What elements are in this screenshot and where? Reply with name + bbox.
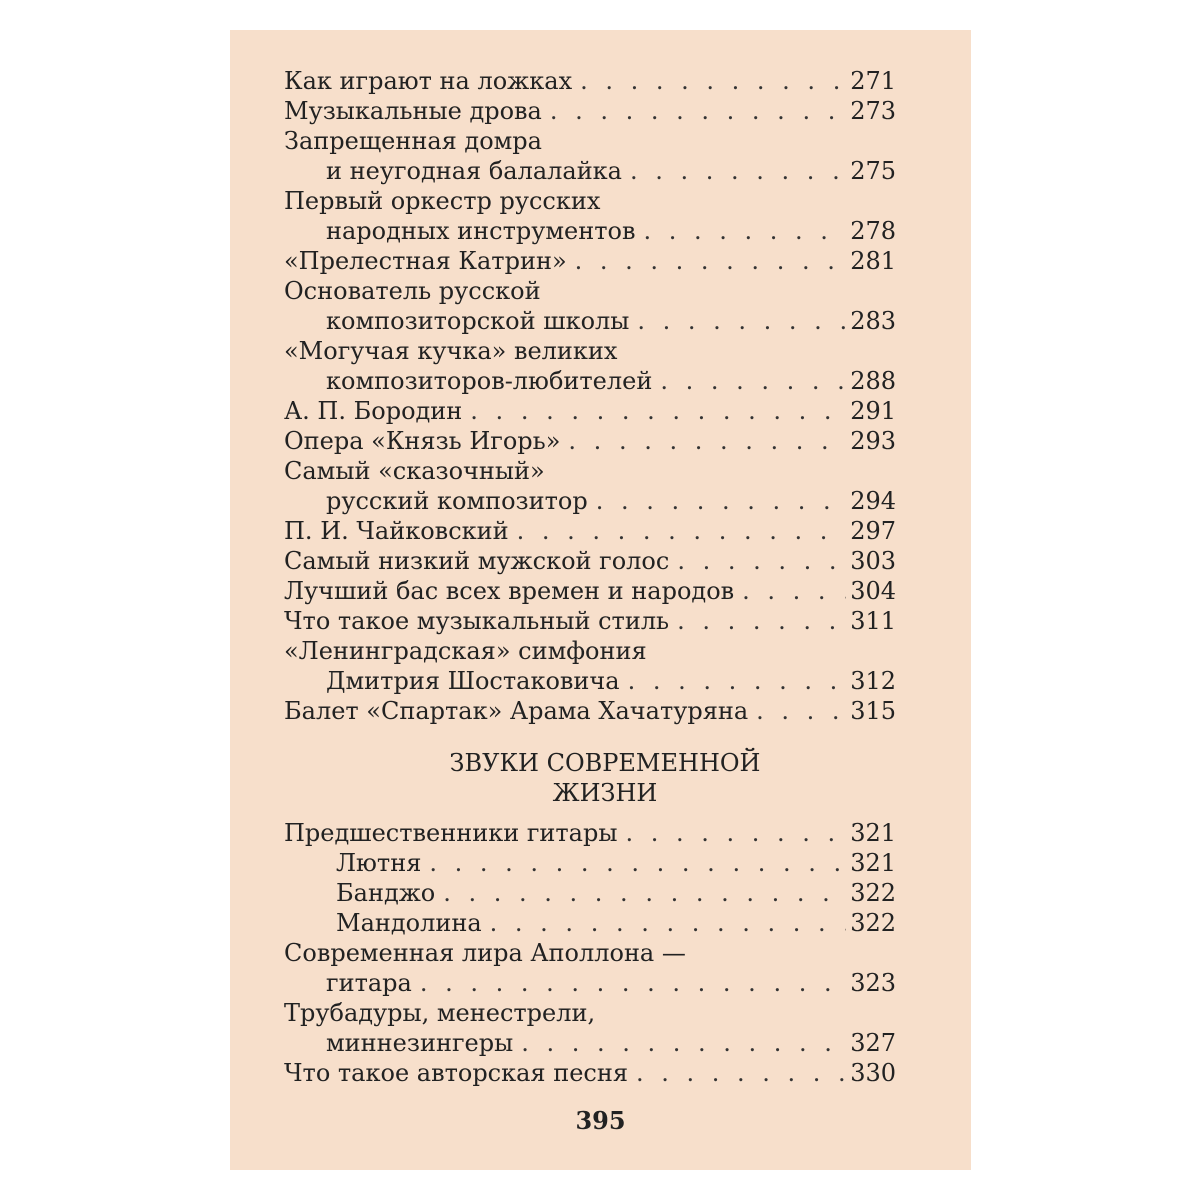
toc-entry-line xyxy=(284,908,896,938)
toc-entry-page: 311 xyxy=(850,607,896,635)
toc-entry xyxy=(284,66,896,96)
page-number: 395 xyxy=(575,1106,626,1135)
toc-entry-title: Лютня xyxy=(336,849,422,877)
toc-entry-line xyxy=(284,606,896,636)
toc-entry xyxy=(284,426,896,456)
toc-entry-title: народных инструментов xyxy=(326,217,636,245)
dot-leader xyxy=(636,1058,846,1088)
toc-entry-title: Основатель русской xyxy=(284,277,541,305)
dot-leader xyxy=(628,666,847,696)
toc-entry-title: Музыкальные дрова xyxy=(284,97,542,125)
toc-entry-title: «Могучая кучка» великих xyxy=(284,337,618,365)
book-page xyxy=(230,30,971,1170)
toc-entry-title: Самый низкий мужской голос xyxy=(284,547,670,575)
toc-entry xyxy=(284,96,896,126)
section-heading xyxy=(284,748,896,808)
toc-entry-title: А. П. Бородин xyxy=(284,397,463,425)
toc-entry xyxy=(284,606,896,636)
toc-entry xyxy=(284,336,896,396)
toc-entry-page: 303 xyxy=(850,547,896,575)
toc-entry xyxy=(284,878,896,908)
toc-entry xyxy=(284,246,896,276)
toc-entry-page: 293 xyxy=(850,427,896,455)
toc-entry-page: 273 xyxy=(850,97,896,125)
toc-entry xyxy=(284,186,896,246)
dot-leader xyxy=(580,66,846,96)
toc-entry-title: «Ленинградская» симфония xyxy=(284,637,647,665)
dot-leader xyxy=(596,486,846,516)
toc-entry xyxy=(284,576,896,606)
toc-entry-page: 322 xyxy=(850,879,896,907)
dot-leader xyxy=(490,908,847,938)
toc-entry-line xyxy=(284,186,896,216)
toc-entry-page: 323 xyxy=(850,969,896,997)
toc-entry-title: гитара xyxy=(326,969,412,997)
dot-leader xyxy=(443,878,846,908)
toc-entry-page: 294 xyxy=(850,487,896,515)
toc-entry-page: 288 xyxy=(850,367,896,395)
toc-entry-line xyxy=(284,666,896,696)
toc-entry-line xyxy=(284,96,896,126)
toc-entry xyxy=(284,276,896,336)
toc-entry-line xyxy=(284,1058,896,1088)
toc-entry-line xyxy=(284,246,896,276)
toc-entry-line xyxy=(284,968,896,998)
toc-section-part1 xyxy=(284,66,896,726)
toc-entry xyxy=(284,938,896,998)
toc-entry-title: Опера «Князь Игорь» xyxy=(284,427,561,455)
toc-entry-title: Запрещенная домра xyxy=(284,127,542,155)
dot-leader xyxy=(625,818,846,848)
toc-entry-line xyxy=(284,66,896,96)
toc-entry-line xyxy=(284,576,896,606)
toc-entry xyxy=(284,396,896,426)
toc-entry-title: миннезингеры xyxy=(326,1029,514,1057)
toc-entry-title: Мандолина xyxy=(336,909,482,937)
toc-entry-line xyxy=(284,306,896,336)
dot-leader xyxy=(660,366,846,396)
toc-section-part2 xyxy=(284,818,896,1088)
section-heading-line-2: ЖИЗНИ xyxy=(552,779,658,807)
dot-leader xyxy=(643,216,846,246)
toc-entry-page: 278 xyxy=(850,217,896,245)
toc-entry xyxy=(284,818,896,848)
toc-entry-title: Первый оркестр русских xyxy=(284,187,601,215)
dot-leader xyxy=(420,968,846,998)
toc-entry-line xyxy=(284,1028,896,1058)
toc-entry-title: Балет «Спартак» Арама Хачатуряна xyxy=(284,697,749,725)
toc-entry xyxy=(284,546,896,576)
toc-entry-line xyxy=(284,848,896,878)
toc-entry-title: П. И. Чайковский xyxy=(284,517,509,545)
toc-entry-line xyxy=(284,636,896,666)
dot-leader xyxy=(521,1028,846,1058)
toc-entry xyxy=(284,696,896,726)
toc-entry-title: Что такое музыкальный стиль xyxy=(284,607,670,635)
dot-leader xyxy=(677,546,846,576)
dot-leader xyxy=(517,516,847,546)
toc-entry-title: «Прелестная Катрин» xyxy=(284,247,567,275)
toc-entry-line xyxy=(284,156,896,186)
toc-entry-page: 291 xyxy=(850,397,896,425)
toc-entry-page: 271 xyxy=(850,67,896,95)
toc-entry-line xyxy=(284,938,896,968)
dot-leader xyxy=(429,848,846,878)
dot-leader xyxy=(575,246,847,276)
toc-entry-page: 304 xyxy=(850,577,896,605)
toc-entry-line xyxy=(284,426,896,456)
toc-entry-line xyxy=(284,276,896,306)
dot-leader xyxy=(550,96,846,126)
toc-entry-title: Банджо xyxy=(336,879,436,907)
toc-entry-line xyxy=(284,126,896,156)
toc-entry-line xyxy=(284,546,896,576)
toc-entry-line xyxy=(284,696,896,726)
toc-entry-title: Как играют на ложках xyxy=(284,67,573,95)
toc-entry-title: композиторской школы xyxy=(326,307,630,335)
toc-entry-title: Предшественники гитары xyxy=(284,819,618,847)
dot-leader xyxy=(677,606,846,636)
toc-entry-page: 283 xyxy=(850,307,896,335)
toc-entry-line xyxy=(284,878,896,908)
toc-entry xyxy=(284,126,896,186)
toc-entry-page: 315 xyxy=(850,697,896,725)
toc-entry-page: 322 xyxy=(850,909,896,937)
toc-entry-page: 321 xyxy=(850,849,896,877)
toc-entry-title: Что такое авторская песня xyxy=(284,1059,628,1087)
toc-entry-page: 312 xyxy=(850,667,896,695)
toc-entry-title: Дмитрия Шостаковича xyxy=(326,667,620,695)
table-of-contents xyxy=(284,66,896,1088)
toc-entry-page: 327 xyxy=(850,1029,896,1057)
toc-entry-title: Самый «сказочный» xyxy=(284,457,545,485)
toc-entry-page: 275 xyxy=(850,157,896,185)
toc-entry-title: русский композитор xyxy=(326,487,588,515)
toc-entry-line xyxy=(284,336,896,366)
toc-entry xyxy=(284,908,896,938)
toc-entry-line xyxy=(284,216,896,246)
dot-leader xyxy=(568,426,846,456)
dot-leader xyxy=(470,396,846,426)
toc-entry-title: и неугодная балалайка xyxy=(326,157,622,185)
toc-entry-page: 281 xyxy=(850,247,896,275)
toc-entry xyxy=(284,456,896,516)
toc-entry xyxy=(284,636,896,696)
toc-entry-title: Трубадуры, менестрели, xyxy=(284,999,596,1027)
toc-entry-line xyxy=(284,818,896,848)
section-heading-line-1: ЗВУКИ СОВРЕМЕННОЙ xyxy=(449,749,761,777)
toc-entry-line xyxy=(284,456,896,486)
toc-entry-line xyxy=(284,516,896,546)
toc-entry-title: Современная лира Аполлона — xyxy=(284,939,686,967)
toc-entry-title: композиторов-любителей xyxy=(326,367,653,395)
toc-entry-line xyxy=(284,396,896,426)
toc-entry-line xyxy=(284,366,896,396)
toc-entry-title: Лучший бас всех времен и народов xyxy=(284,577,735,605)
dot-leader xyxy=(630,156,846,186)
toc-entry-page: 321 xyxy=(850,819,896,847)
toc-entry-line xyxy=(284,486,896,516)
toc-entry-line xyxy=(284,998,896,1028)
toc-entry-page: 297 xyxy=(850,517,896,545)
toc-entry xyxy=(284,848,896,878)
dot-leader xyxy=(637,306,846,336)
dot-leader xyxy=(742,576,846,606)
toc-entry xyxy=(284,998,896,1058)
toc-entry xyxy=(284,516,896,546)
toc-entry xyxy=(284,1058,896,1088)
toc-entry-page: 330 xyxy=(850,1059,896,1087)
dot-leader xyxy=(756,696,846,726)
